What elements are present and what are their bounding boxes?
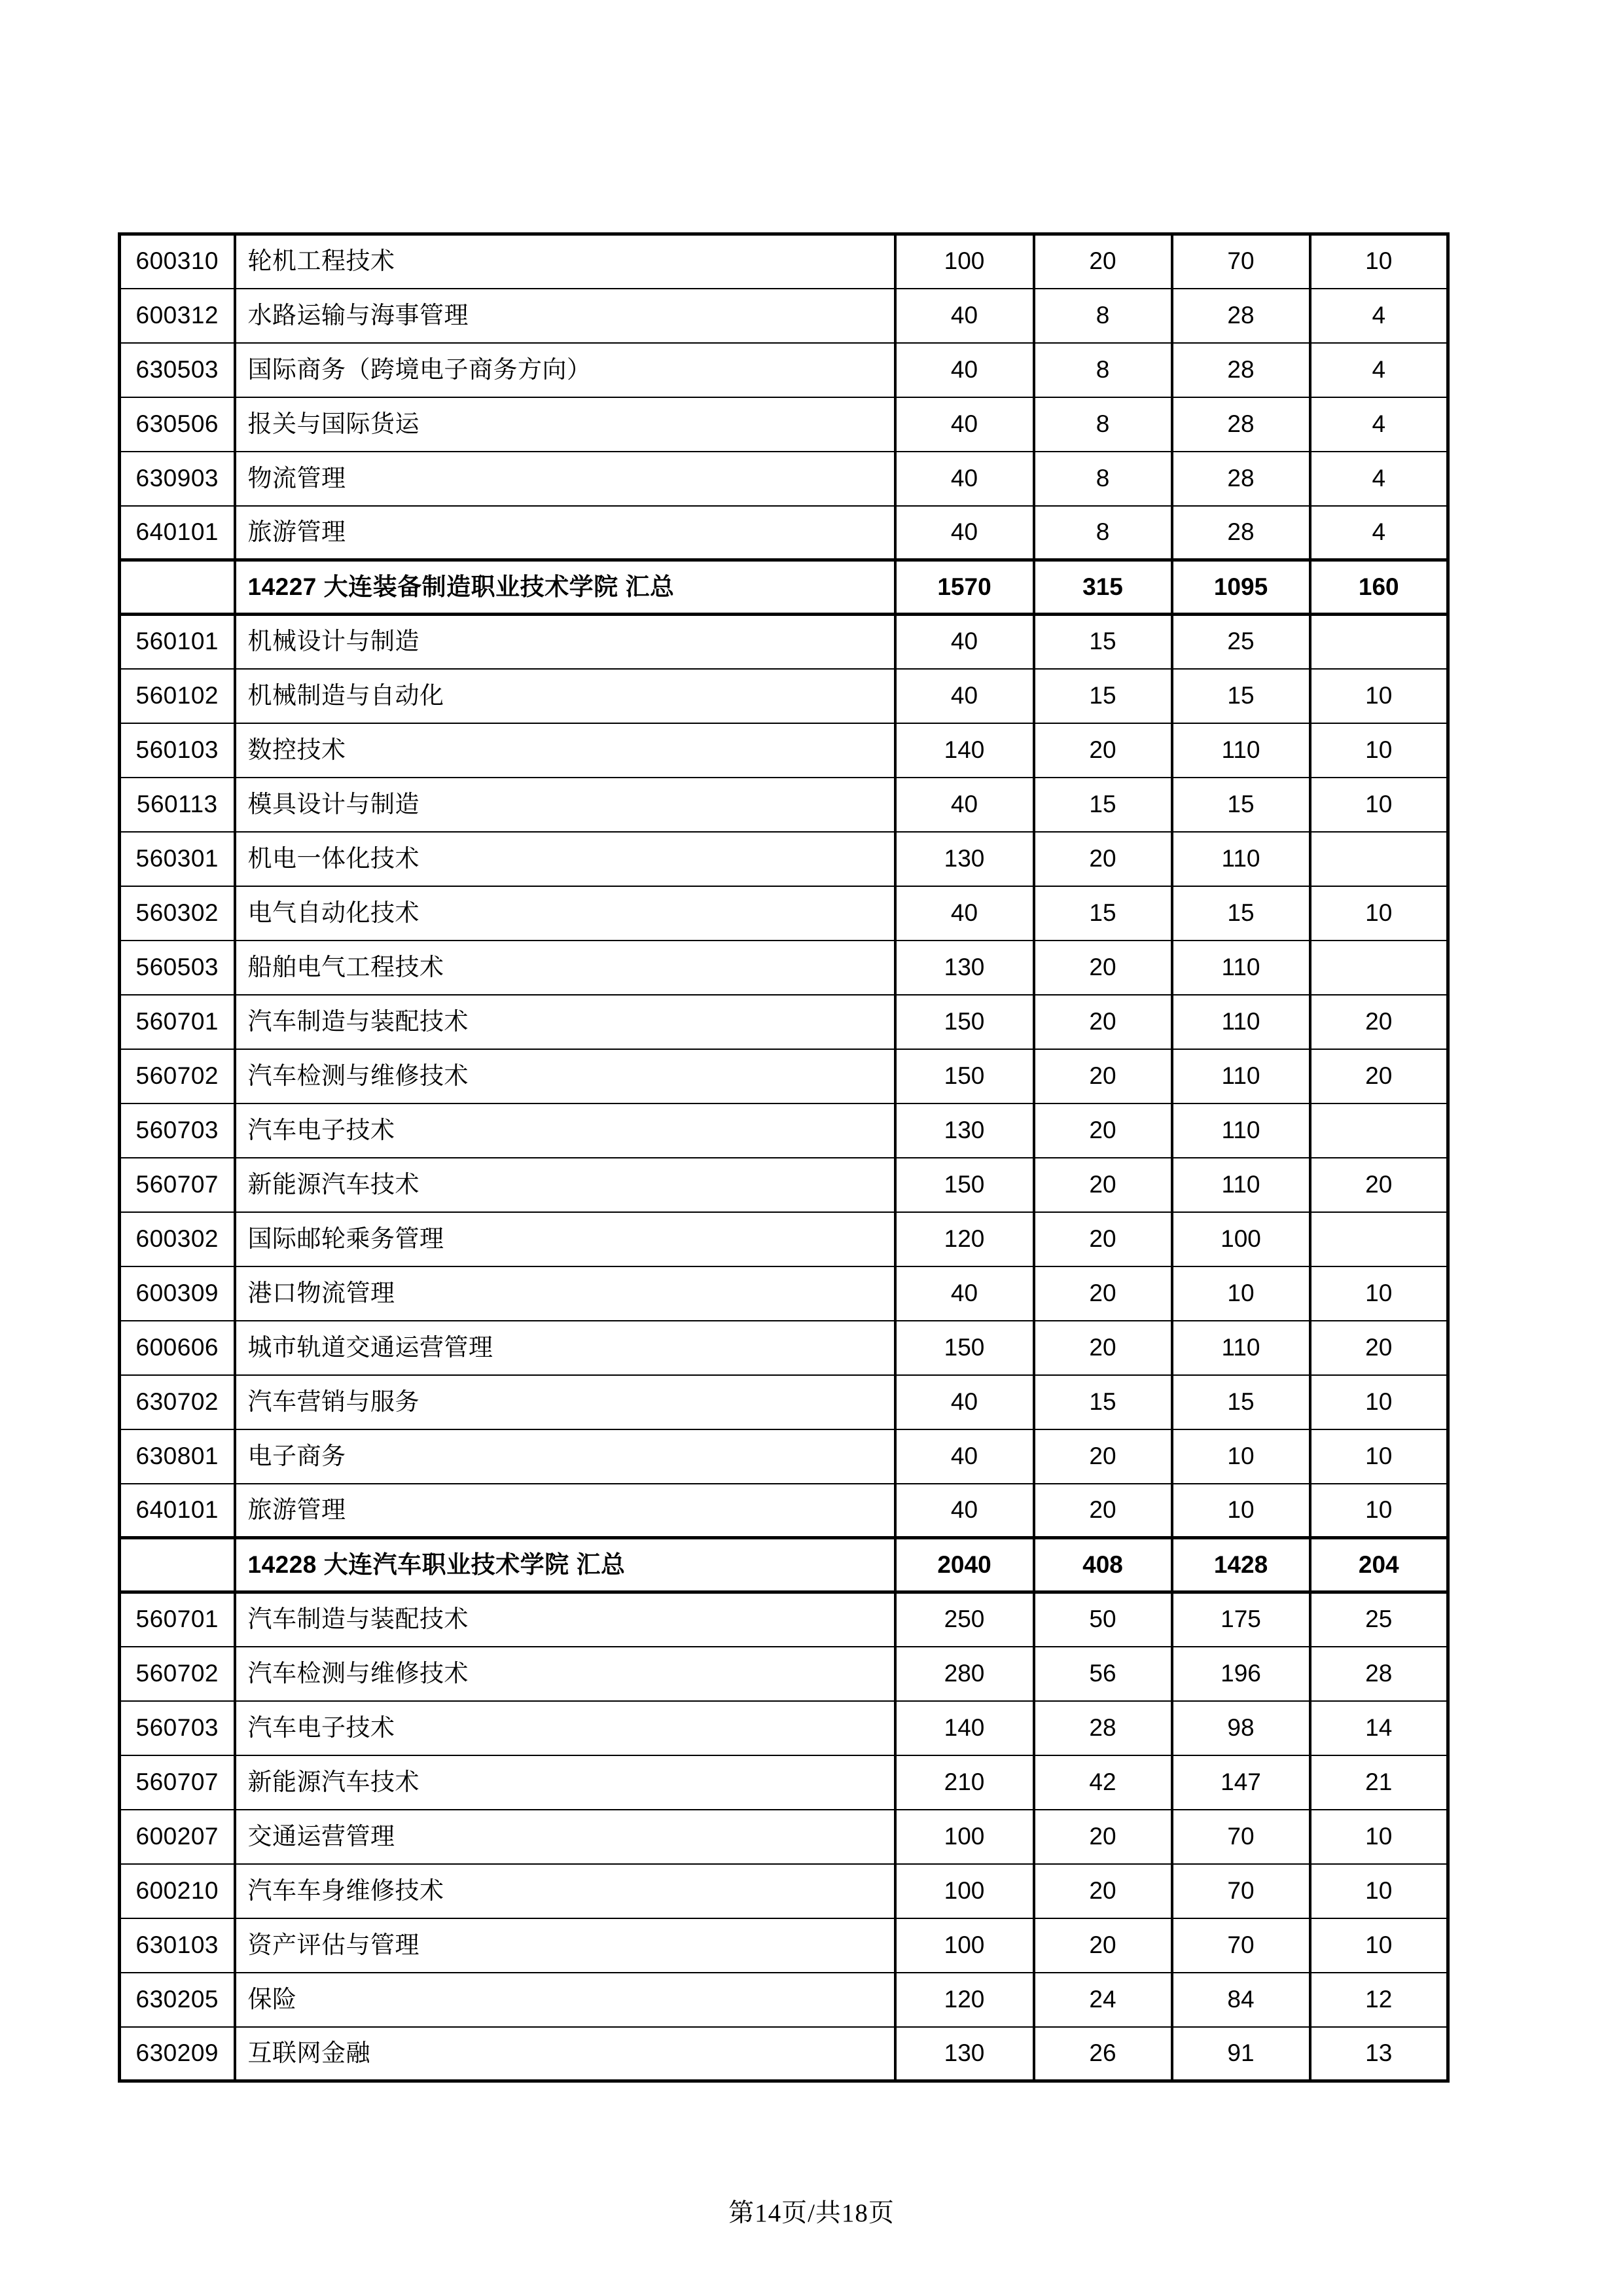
cell-quota-3: 110 xyxy=(1172,995,1310,1049)
cell-total-plan: 120 xyxy=(895,1973,1034,2027)
cell-total-plan: 40 xyxy=(895,1375,1034,1429)
cell-quota-4: 10 xyxy=(1310,1266,1448,1321)
cell-quota-2: 20 xyxy=(1034,1429,1172,1484)
cell-major-name: 交通运营管理 xyxy=(235,1810,895,1864)
cell-quota-2: 15 xyxy=(1034,615,1172,669)
cell-major-code: 560503 xyxy=(120,941,235,995)
cell-quota-2: 20 xyxy=(1034,1918,1172,1973)
cell-quota-2: 15 xyxy=(1034,886,1172,941)
cell-major-code: 600207 xyxy=(120,1810,235,1864)
cell-major-code: 560701 xyxy=(120,995,235,1049)
cell-total-plan: 130 xyxy=(895,1103,1034,1158)
cell-quota-2: 20 xyxy=(1034,234,1172,289)
cell-major-name: 汽车检测与维修技术 xyxy=(235,1049,895,1103)
cell-total-plan: 250 xyxy=(895,1592,1034,1647)
cell-quota-4: 10 xyxy=(1310,1810,1448,1864)
cell-quota-2: 20 xyxy=(1034,1321,1172,1375)
cell-major-name: 旅游管理 xyxy=(235,506,895,560)
cell-major-name: 船舶电气工程技术 xyxy=(235,941,895,995)
table-row xyxy=(120,1973,1448,2027)
table-row xyxy=(120,886,1448,941)
cell-quota-2: 8 xyxy=(1034,289,1172,343)
table-row xyxy=(120,669,1448,723)
cell-quota-4: 13 xyxy=(1310,2027,1448,2081)
cell-quota-2: 20 xyxy=(1034,941,1172,995)
table-row xyxy=(120,941,1448,995)
cell-major-name: 城市轨道交通运营管理 xyxy=(235,1321,895,1375)
cell-quota-2: 315 xyxy=(1034,560,1172,615)
cell-quota-4: 4 xyxy=(1310,289,1448,343)
cell-total-plan: 2040 xyxy=(895,1538,1034,1592)
cell-quota-2: 8 xyxy=(1034,397,1172,452)
cell-major-code: 560302 xyxy=(120,886,235,941)
cell-school-summary-name: 14227 大连装备制造职业技术学院 汇总 xyxy=(235,560,895,615)
table-row xyxy=(120,289,1448,343)
cell-major-name: 汽车电子技术 xyxy=(235,1103,895,1158)
table-row xyxy=(120,343,1448,397)
cell-major-code: 630903 xyxy=(120,452,235,506)
cell-major-code: 560103 xyxy=(120,723,235,778)
cell-major-name: 机械设计与制造 xyxy=(235,615,895,669)
table-row xyxy=(120,1266,1448,1321)
cell-major-code: 600606 xyxy=(120,1321,235,1375)
cell-major-name: 新能源汽车技术 xyxy=(235,1755,895,1810)
cell-quota-2: 28 xyxy=(1034,1701,1172,1755)
cell-quota-3: 110 xyxy=(1172,832,1310,886)
cell-major-code: 560113 xyxy=(120,778,235,832)
cell-quota-2: 15 xyxy=(1034,778,1172,832)
cell-total-plan: 150 xyxy=(895,1158,1034,1212)
cell-major-code: 600312 xyxy=(120,289,235,343)
cell-quota-3: 10 xyxy=(1172,1484,1310,1538)
cell-quota-2: 20 xyxy=(1034,1484,1172,1538)
cell-major-name: 轮机工程技术 xyxy=(235,234,895,289)
cell-quota-3: 175 xyxy=(1172,1592,1310,1647)
cell-total-plan: 40 xyxy=(895,506,1034,560)
cell-major-name: 机电一体化技术 xyxy=(235,832,895,886)
table-row xyxy=(120,1592,1448,1647)
cell-quota-3: 10 xyxy=(1172,1266,1310,1321)
table-row xyxy=(120,1103,1448,1158)
cell-quota-4: 4 xyxy=(1310,343,1448,397)
table-row xyxy=(120,1701,1448,1755)
table-row xyxy=(120,1810,1448,1864)
cell-quota-2: 8 xyxy=(1034,343,1172,397)
cell-quota-4: 160 xyxy=(1310,560,1448,615)
cell-major-code: 560702 xyxy=(120,1049,235,1103)
cell-major-name: 港口物流管理 xyxy=(235,1266,895,1321)
cell-total-plan: 40 xyxy=(895,1429,1034,1484)
cell-major-name: 汽车制造与装配技术 xyxy=(235,995,895,1049)
cell-school-summary-name: 14228 大连汽车职业技术学院 汇总 xyxy=(235,1538,895,1592)
cell-major-name: 汽车电子技术 xyxy=(235,1701,895,1755)
cell-total-plan: 150 xyxy=(895,1321,1034,1375)
cell-quota-3: 28 xyxy=(1172,506,1310,560)
table-row xyxy=(120,1158,1448,1212)
cell-major-code: 600210 xyxy=(120,1864,235,1918)
table-summary-row xyxy=(120,560,1448,615)
cell-quota-2: 42 xyxy=(1034,1755,1172,1810)
cell-major-code: 560101 xyxy=(120,615,235,669)
cell-major-name: 新能源汽车技术 xyxy=(235,1158,895,1212)
cell-quota-3: 110 xyxy=(1172,1049,1310,1103)
table-row xyxy=(120,234,1448,289)
cell-major-code: 560703 xyxy=(120,1103,235,1158)
enrollment-plan-table xyxy=(118,232,1450,2083)
cell-quota-4: 21 xyxy=(1310,1755,1448,1810)
cell-quota-2: 20 xyxy=(1034,1212,1172,1266)
table-row xyxy=(120,1647,1448,1701)
cell-major-code xyxy=(120,1538,235,1592)
cell-major-name: 数控技术 xyxy=(235,723,895,778)
table-row xyxy=(120,995,1448,1049)
cell-major-name: 电气自动化技术 xyxy=(235,886,895,941)
cell-quota-3: 100 xyxy=(1172,1212,1310,1266)
cell-quota-4: 4 xyxy=(1310,506,1448,560)
cell-quota-3: 110 xyxy=(1172,1103,1310,1158)
cell-total-plan: 280 xyxy=(895,1647,1034,1701)
cell-quota-4: 4 xyxy=(1310,452,1448,506)
cell-quota-4: 20 xyxy=(1310,1158,1448,1212)
cell-quota-4: 4 xyxy=(1310,397,1448,452)
cell-quota-2: 408 xyxy=(1034,1538,1172,1592)
table-row xyxy=(120,1321,1448,1375)
cell-quota-2: 26 xyxy=(1034,2027,1172,2081)
table-row xyxy=(120,1484,1448,1538)
cell-quota-4: 25 xyxy=(1310,1592,1448,1647)
cell-quota-4: 10 xyxy=(1310,669,1448,723)
cell-quota-4 xyxy=(1310,1212,1448,1266)
cell-quota-3: 15 xyxy=(1172,778,1310,832)
table-row xyxy=(120,723,1448,778)
cell-total-plan: 100 xyxy=(895,1864,1034,1918)
cell-quota-2: 15 xyxy=(1034,1375,1172,1429)
cell-quota-2: 15 xyxy=(1034,669,1172,723)
cell-quota-4: 204 xyxy=(1310,1538,1448,1592)
table-row xyxy=(120,1375,1448,1429)
cell-total-plan: 130 xyxy=(895,832,1034,886)
cell-quota-3: 28 xyxy=(1172,452,1310,506)
page-footer: 第14页/共18页 xyxy=(728,2199,895,2227)
table-row xyxy=(120,1049,1448,1103)
cell-quota-3: 15 xyxy=(1172,669,1310,723)
cell-total-plan: 40 xyxy=(895,1484,1034,1538)
cell-total-plan: 40 xyxy=(895,778,1034,832)
cell-quota-4 xyxy=(1310,1103,1448,1158)
enrollment-plan-table-container xyxy=(118,232,1446,2083)
cell-major-name: 保险 xyxy=(235,1973,895,2027)
cell-major-name: 汽车车身维修技术 xyxy=(235,1864,895,1918)
table-body xyxy=(120,234,1448,2081)
cell-total-plan: 140 xyxy=(895,1701,1034,1755)
cell-quota-2: 8 xyxy=(1034,452,1172,506)
cell-quota-4: 10 xyxy=(1310,234,1448,289)
table-row xyxy=(120,506,1448,560)
cell-total-plan: 40 xyxy=(895,452,1034,506)
cell-quota-3: 70 xyxy=(1172,1810,1310,1864)
cell-total-plan: 130 xyxy=(895,2027,1034,2081)
cell-quota-2: 20 xyxy=(1034,723,1172,778)
cell-quota-3: 1095 xyxy=(1172,560,1310,615)
cell-quota-3: 70 xyxy=(1172,1918,1310,1973)
cell-major-code: 560301 xyxy=(120,832,235,886)
cell-quota-3: 28 xyxy=(1172,343,1310,397)
cell-major-name: 国际商务（跨境电子商务方向） xyxy=(235,343,895,397)
cell-major-code: 560707 xyxy=(120,1755,235,1810)
cell-major-code: 560702 xyxy=(120,1647,235,1701)
cell-major-code: 630801 xyxy=(120,1429,235,1484)
cell-quota-4: 20 xyxy=(1310,995,1448,1049)
cell-major-name: 物流管理 xyxy=(235,452,895,506)
table-row xyxy=(120,832,1448,886)
cell-major-code: 640101 xyxy=(120,1484,235,1538)
cell-major-name: 机械制造与自动化 xyxy=(235,669,895,723)
table-row xyxy=(120,1212,1448,1266)
table-row xyxy=(120,1864,1448,1918)
cell-total-plan: 40 xyxy=(895,289,1034,343)
cell-quota-3: 110 xyxy=(1172,723,1310,778)
cell-total-plan: 130 xyxy=(895,941,1034,995)
cell-major-code: 600309 xyxy=(120,1266,235,1321)
cell-quota-2: 50 xyxy=(1034,1592,1172,1647)
cell-major-name: 汽车营销与服务 xyxy=(235,1375,895,1429)
cell-major-name: 国际邮轮乘务管理 xyxy=(235,1212,895,1266)
cell-total-plan: 210 xyxy=(895,1755,1034,1810)
cell-total-plan: 40 xyxy=(895,669,1034,723)
cell-quota-3: 196 xyxy=(1172,1647,1310,1701)
cell-quota-2: 20 xyxy=(1034,1864,1172,1918)
cell-major-name: 报关与国际货运 xyxy=(235,397,895,452)
cell-major-name: 水路运输与海事管理 xyxy=(235,289,895,343)
table-row xyxy=(120,615,1448,669)
cell-quota-4: 10 xyxy=(1310,1864,1448,1918)
cell-total-plan: 40 xyxy=(895,1266,1034,1321)
cell-quota-2: 20 xyxy=(1034,995,1172,1049)
cell-quota-4: 20 xyxy=(1310,1049,1448,1103)
cell-quota-3: 91 xyxy=(1172,2027,1310,2081)
cell-major-code: 630702 xyxy=(120,1375,235,1429)
table-row xyxy=(120,778,1448,832)
cell-quota-2: 20 xyxy=(1034,832,1172,886)
cell-quota-4: 10 xyxy=(1310,886,1448,941)
cell-quota-3: 147 xyxy=(1172,1755,1310,1810)
cell-major-code: 600310 xyxy=(120,234,235,289)
table-summary-row xyxy=(120,1538,1448,1592)
cell-quota-2: 24 xyxy=(1034,1973,1172,2027)
cell-quota-3: 28 xyxy=(1172,397,1310,452)
cell-total-plan: 120 xyxy=(895,1212,1034,1266)
cell-total-plan: 40 xyxy=(895,886,1034,941)
cell-total-plan: 40 xyxy=(895,397,1034,452)
cell-total-plan: 40 xyxy=(895,343,1034,397)
cell-major-name: 汽车制造与装配技术 xyxy=(235,1592,895,1647)
cell-quota-4: 12 xyxy=(1310,1973,1448,2027)
table-row xyxy=(120,397,1448,452)
cell-quota-3: 10 xyxy=(1172,1429,1310,1484)
cell-quota-4: 10 xyxy=(1310,1918,1448,1973)
cell-quota-4: 10 xyxy=(1310,778,1448,832)
cell-quota-4: 10 xyxy=(1310,1484,1448,1538)
cell-major-code: 560703 xyxy=(120,1701,235,1755)
cell-quota-3: 84 xyxy=(1172,1973,1310,2027)
table-row xyxy=(120,1755,1448,1810)
cell-major-name: 电子商务 xyxy=(235,1429,895,1484)
cell-major-code: 560707 xyxy=(120,1158,235,1212)
cell-major-code: 600302 xyxy=(120,1212,235,1266)
cell-quota-3: 15 xyxy=(1172,886,1310,941)
cell-quota-3: 70 xyxy=(1172,234,1310,289)
cell-quota-4: 10 xyxy=(1310,723,1448,778)
cell-major-name: 互联网金融 xyxy=(235,2027,895,2081)
cell-quota-4 xyxy=(1310,832,1448,886)
cell-major-name: 资产评估与管理 xyxy=(235,1918,895,1973)
cell-quota-3: 15 xyxy=(1172,1375,1310,1429)
cell-quota-3: 25 xyxy=(1172,615,1310,669)
cell-total-plan: 100 xyxy=(895,1918,1034,1973)
cell-quota-4: 20 xyxy=(1310,1321,1448,1375)
table-row xyxy=(120,452,1448,506)
cell-quota-4: 14 xyxy=(1310,1701,1448,1755)
table-row xyxy=(120,1429,1448,1484)
cell-quota-2: 20 xyxy=(1034,1049,1172,1103)
cell-quota-3: 110 xyxy=(1172,1321,1310,1375)
cell-major-name: 旅游管理 xyxy=(235,1484,895,1538)
cell-quota-2: 8 xyxy=(1034,506,1172,560)
cell-quota-3: 70 xyxy=(1172,1864,1310,1918)
cell-total-plan: 100 xyxy=(895,1810,1034,1864)
cell-major-code: 630503 xyxy=(120,343,235,397)
cell-quota-3: 98 xyxy=(1172,1701,1310,1755)
cell-quota-4: 10 xyxy=(1310,1375,1448,1429)
cell-quota-2: 20 xyxy=(1034,1103,1172,1158)
cell-quota-3: 110 xyxy=(1172,1158,1310,1212)
table-row xyxy=(120,1918,1448,1973)
cell-quota-2: 20 xyxy=(1034,1810,1172,1864)
cell-quota-3: 110 xyxy=(1172,941,1310,995)
cell-quota-4 xyxy=(1310,941,1448,995)
cell-quota-2: 56 xyxy=(1034,1647,1172,1701)
cell-total-plan: 100 xyxy=(895,234,1034,289)
cell-total-plan: 1570 xyxy=(895,560,1034,615)
cell-major-code: 630205 xyxy=(120,1973,235,2027)
cell-total-plan: 40 xyxy=(895,615,1034,669)
cell-major-code: 630506 xyxy=(120,397,235,452)
cell-quota-2: 20 xyxy=(1034,1158,1172,1212)
cell-quota-3: 1428 xyxy=(1172,1538,1310,1592)
cell-major-code: 630103 xyxy=(120,1918,235,1973)
cell-quota-4 xyxy=(1310,615,1448,669)
cell-total-plan: 140 xyxy=(895,723,1034,778)
cell-quota-3: 28 xyxy=(1172,289,1310,343)
cell-major-code: 640101 xyxy=(120,506,235,560)
cell-major-name: 汽车检测与维修技术 xyxy=(235,1647,895,1701)
cell-quota-2: 20 xyxy=(1034,1266,1172,1321)
cell-major-code: 560102 xyxy=(120,669,235,723)
cell-quota-4: 10 xyxy=(1310,1429,1448,1484)
cell-major-name: 模具设计与制造 xyxy=(235,778,895,832)
cell-quota-4: 28 xyxy=(1310,1647,1448,1701)
cell-major-code: 630209 xyxy=(120,2027,235,2081)
table-row xyxy=(120,2027,1448,2081)
cell-major-code xyxy=(120,560,235,615)
cell-total-plan: 150 xyxy=(895,995,1034,1049)
cell-total-plan: 150 xyxy=(895,1049,1034,1103)
cell-major-code: 560701 xyxy=(120,1592,235,1647)
